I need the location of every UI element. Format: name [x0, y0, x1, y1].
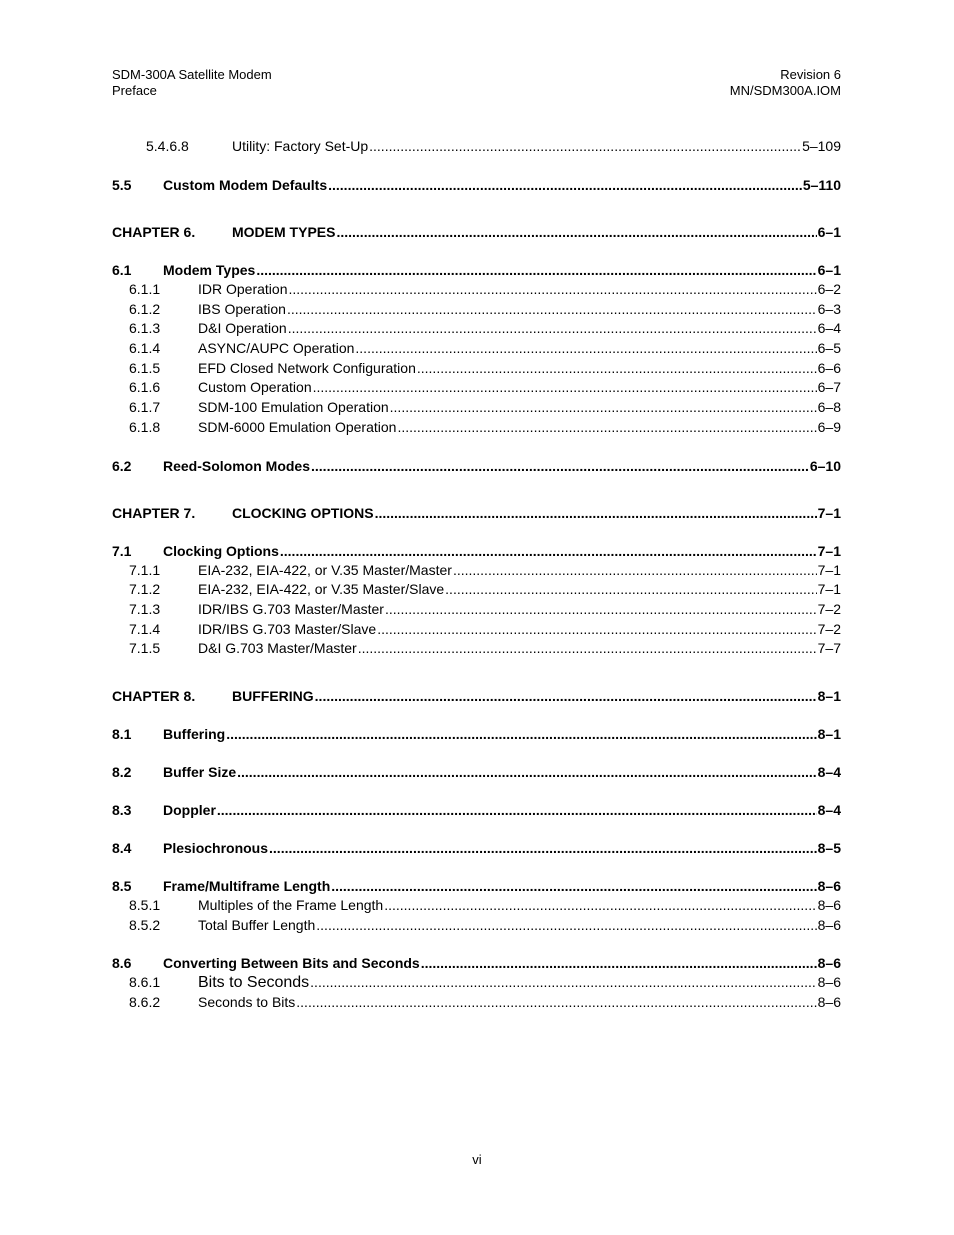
toc-page: 6–8 — [817, 399, 841, 416]
toc-title: Utility: Factory Set-Up — [232, 138, 369, 154]
toc-title: SDM-6000 Emulation Operation — [198, 418, 397, 435]
toc-page: 7–1 — [817, 561, 841, 578]
toc-entry-8-5-2[interactable] — [112, 916, 841, 936]
toc-title: Multiples of the Frame Length — [198, 896, 384, 913]
dot-leader — [311, 456, 809, 476]
toc-page: 6–5 — [817, 340, 841, 357]
spacer — [112, 935, 841, 953]
toc-page: 6–7 — [817, 379, 841, 396]
document-header-right — [730, 67, 841, 99]
toc-title: BUFFERING — [232, 687, 314, 704]
toc-page: 6–3 — [817, 300, 841, 317]
dot-leader — [377, 620, 816, 640]
dot-leader — [421, 953, 817, 973]
toc-entry-6-2[interactable] — [112, 456, 841, 476]
toc-title: Modem Types — [163, 262, 256, 278]
toc-number: 7.1 — [112, 542, 132, 559]
toc-title: IDR Operation — [198, 281, 288, 297]
toc-title: IBS Operation — [198, 300, 286, 317]
toc-number: 8.6 — [112, 955, 132, 972]
spacer — [112, 438, 841, 456]
toc-title: Frame/Multiframe Length — [163, 877, 331, 894]
toc-entry-7-1[interactable] — [112, 541, 841, 561]
toc-page: 7–1 — [817, 504, 841, 521]
dot-leader — [226, 724, 816, 744]
toc-number: 7.1.1 — [129, 561, 161, 578]
toc-entry-8-6-1[interactable] — [112, 973, 841, 993]
toc-number: 7.1.3 — [129, 600, 161, 617]
toc-number: 6.1.7 — [129, 399, 161, 416]
toc-page: 8–6 — [817, 877, 841, 894]
dot-leader — [390, 398, 817, 418]
toc-entry-7-1-2[interactable] — [112, 580, 841, 600]
toc-number: 6.1.3 — [129, 320, 161, 337]
dot-leader — [237, 762, 817, 782]
toc-page: 8–4 — [817, 763, 841, 780]
dot-leader — [287, 300, 817, 320]
dot-leader — [256, 260, 816, 280]
toc-entry-6-1-2[interactable] — [112, 300, 841, 320]
toc-page: 6–6 — [817, 359, 841, 376]
table-of-contents — [112, 136, 841, 1013]
dot-leader — [445, 580, 816, 600]
toc-page: 6–1 — [817, 224, 841, 240]
dot-leader — [336, 222, 816, 242]
dot-leader — [358, 639, 817, 659]
header-manual-number: MN/SDM300A.IOM — [729, 83, 841, 98]
spacer — [112, 820, 841, 838]
dot-leader — [355, 339, 816, 359]
toc-entry-5-4-6-8[interactable] — [112, 136, 841, 156]
toc-title: EIA-232, EIA-422, or V.35 Master/Master — [198, 561, 452, 578]
toc-number: 6.1 — [112, 262, 132, 278]
toc-number: 6.2 — [112, 457, 132, 474]
toc-page: 6–4 — [817, 320, 841, 337]
toc-number: 6.1.6 — [129, 379, 161, 396]
toc-entry-6-1-7[interactable] — [112, 398, 841, 418]
toc-title: Custom Modem Defaults — [163, 177, 328, 193]
toc-entry-8-3[interactable] — [112, 800, 841, 820]
toc-chapter-8[interactable] — [112, 686, 841, 706]
dot-leader — [296, 993, 816, 1013]
toc-title: MODEM TYPES — [232, 224, 336, 240]
spacer — [112, 858, 841, 876]
dot-leader — [328, 175, 802, 195]
toc-page: 8–6 — [817, 994, 841, 1010]
toc-title: Bits to Seconds — [198, 974, 310, 992]
dot-leader — [331, 876, 816, 896]
toc-number: 8.5.2 — [129, 916, 161, 933]
toc-page: 7–1 — [817, 581, 841, 598]
toc-title: Buffering — [163, 725, 226, 742]
toc-entry-8-6-2[interactable] — [112, 993, 841, 1013]
toc-number: CHAPTER 7. — [112, 504, 196, 521]
dot-leader — [375, 503, 817, 523]
toc-title: EFD Closed Network Configuration — [198, 359, 416, 376]
toc-page: 8–6 — [817, 955, 841, 972]
toc-title: D&I Operation — [198, 320, 287, 337]
toc-title: Total Buffer Length — [198, 916, 316, 933]
toc-entry-8-4[interactable] — [112, 838, 841, 858]
toc-title: Doppler — [163, 801, 216, 818]
spacer — [112, 706, 841, 724]
toc-number: 8.5.1 — [129, 896, 161, 913]
toc-entry-8-6[interactable] — [112, 953, 841, 973]
dot-leader — [397, 418, 816, 438]
toc-number: 5.5 — [112, 177, 132, 193]
toc-number: 6.1.4 — [129, 340, 161, 357]
dot-leader — [453, 561, 817, 581]
toc-page: 6–9 — [817, 418, 841, 435]
dot-leader — [316, 916, 816, 936]
dot-leader — [288, 280, 816, 300]
toc-page: 6–10 — [809, 457, 841, 474]
toc-entry-6-1-6[interactable] — [112, 378, 841, 398]
spacer — [112, 744, 841, 762]
toc-page: 7–2 — [817, 620, 841, 637]
toc-entry-8-1[interactable] — [112, 724, 841, 744]
toc-number: 8.4 — [112, 839, 132, 856]
toc-entry-7-1-4[interactable] — [112, 620, 841, 640]
dot-leader — [280, 541, 817, 561]
toc-page: 8–5 — [817, 839, 841, 856]
spacer — [112, 523, 841, 541]
toc-number: 8.5 — [112, 877, 132, 894]
toc-title: D&I G.703 Master/Master — [198, 640, 357, 657]
toc-number: 7.1.4 — [129, 620, 161, 637]
toc-number: 6.1.8 — [129, 418, 161, 435]
toc-number: 8.1 — [112, 725, 132, 742]
toc-number: 8.6.1 — [129, 974, 161, 991]
toc-title: Seconds to Bits — [198, 994, 296, 1010]
spacer — [112, 195, 841, 222]
toc-entry-8-5[interactable] — [112, 876, 841, 896]
spacer — [112, 782, 841, 800]
toc-page: 5–110 — [802, 177, 841, 193]
header-section-name: Preface — [112, 83, 157, 98]
toc-title: CLOCKING OPTIONS — [232, 504, 374, 521]
toc-chapter-6[interactable] — [112, 222, 841, 242]
toc-title: Clocking Options — [163, 542, 279, 559]
toc-entry-6-1-3[interactable] — [112, 319, 841, 339]
toc-title: Plesiochronous — [163, 839, 269, 856]
toc-chapter-7[interactable] — [112, 503, 841, 523]
toc-title: SDM-100 Emulation Operation — [198, 399, 389, 416]
dot-leader — [310, 973, 816, 993]
page-number: vi — [472, 1152, 482, 1167]
spacer — [112, 659, 841, 686]
document-header-left — [112, 67, 272, 99]
toc-page: 8–1 — [817, 687, 841, 704]
spacer — [112, 476, 841, 503]
toc-entry-6-1[interactable] — [112, 260, 841, 280]
header-document-title: SDM-300A Satellite Modem — [112, 67, 272, 82]
dot-leader — [417, 359, 817, 379]
toc-number: 6.1.1 — [129, 281, 161, 297]
dot-leader — [269, 838, 817, 858]
toc-entry-6-1-4[interactable] — [112, 339, 841, 359]
dot-leader — [313, 378, 817, 398]
toc-number: 5.4.6.8 — [146, 138, 189, 154]
toc-entry-8-2[interactable] — [112, 762, 841, 782]
dot-leader — [315, 686, 817, 706]
toc-page: 8–1 — [817, 725, 841, 742]
toc-title: IDR/IBS G.703 Master/Slave — [198, 620, 377, 637]
toc-title: Converting Between Bits and Seconds — [163, 955, 420, 972]
toc-page: 7–1 — [817, 542, 841, 559]
toc-number: 7.1.5 — [129, 640, 161, 657]
toc-title: EIA-232, EIA-422, or V.35 Master/Slave — [198, 581, 445, 598]
header-revision: Revision 6 — [780, 67, 841, 82]
toc-entry-5-5[interactable] — [112, 175, 841, 195]
dot-leader — [217, 800, 817, 820]
toc-number: 8.2 — [112, 763, 132, 780]
toc-number: 7.1.2 — [129, 581, 161, 598]
toc-number: 8.3 — [112, 801, 132, 818]
toc-number: 8.6.2 — [129, 994, 161, 1010]
toc-entry-7-1-1[interactable] — [112, 561, 841, 581]
toc-title: Buffer Size — [163, 763, 237, 780]
toc-page: 8–6 — [817, 974, 841, 991]
toc-page: 8–4 — [817, 801, 841, 818]
toc-page: 8–6 — [817, 896, 841, 913]
toc-entry-8-5-1[interactable] — [112, 896, 841, 916]
toc-number: 6.1.5 — [129, 359, 161, 376]
dot-leader — [288, 319, 817, 339]
toc-entry-6-1-5[interactable] — [112, 359, 841, 379]
toc-page: 8–6 — [817, 916, 841, 933]
toc-title: IDR/IBS G.703 Master/Master — [198, 600, 384, 617]
toc-page: 6–1 — [817, 262, 841, 278]
toc-number: CHAPTER 6. — [112, 224, 196, 240]
toc-entry-7-1-5[interactable] — [112, 639, 841, 659]
toc-entry-7-1-3[interactable] — [112, 600, 841, 620]
toc-title: Reed-Solomon Modes — [163, 457, 311, 474]
spacer — [112, 242, 841, 260]
toc-entry-6-1-1[interactable] — [112, 280, 841, 300]
toc-number: 6.1.2 — [129, 300, 161, 317]
toc-page: 6–2 — [817, 281, 841, 297]
toc-title: Custom Operation — [198, 379, 312, 396]
toc-page: 7–2 — [817, 600, 841, 617]
toc-title: ASYNC/AUPC Operation — [198, 340, 355, 357]
dot-leader — [369, 136, 801, 156]
toc-entry-6-1-8[interactable] — [112, 418, 841, 438]
dot-leader — [384, 896, 816, 916]
toc-page: 7–7 — [817, 640, 841, 657]
dot-leader — [385, 600, 817, 620]
toc-page: 5–109 — [802, 138, 841, 154]
toc-number: CHAPTER 8. — [112, 687, 196, 704]
